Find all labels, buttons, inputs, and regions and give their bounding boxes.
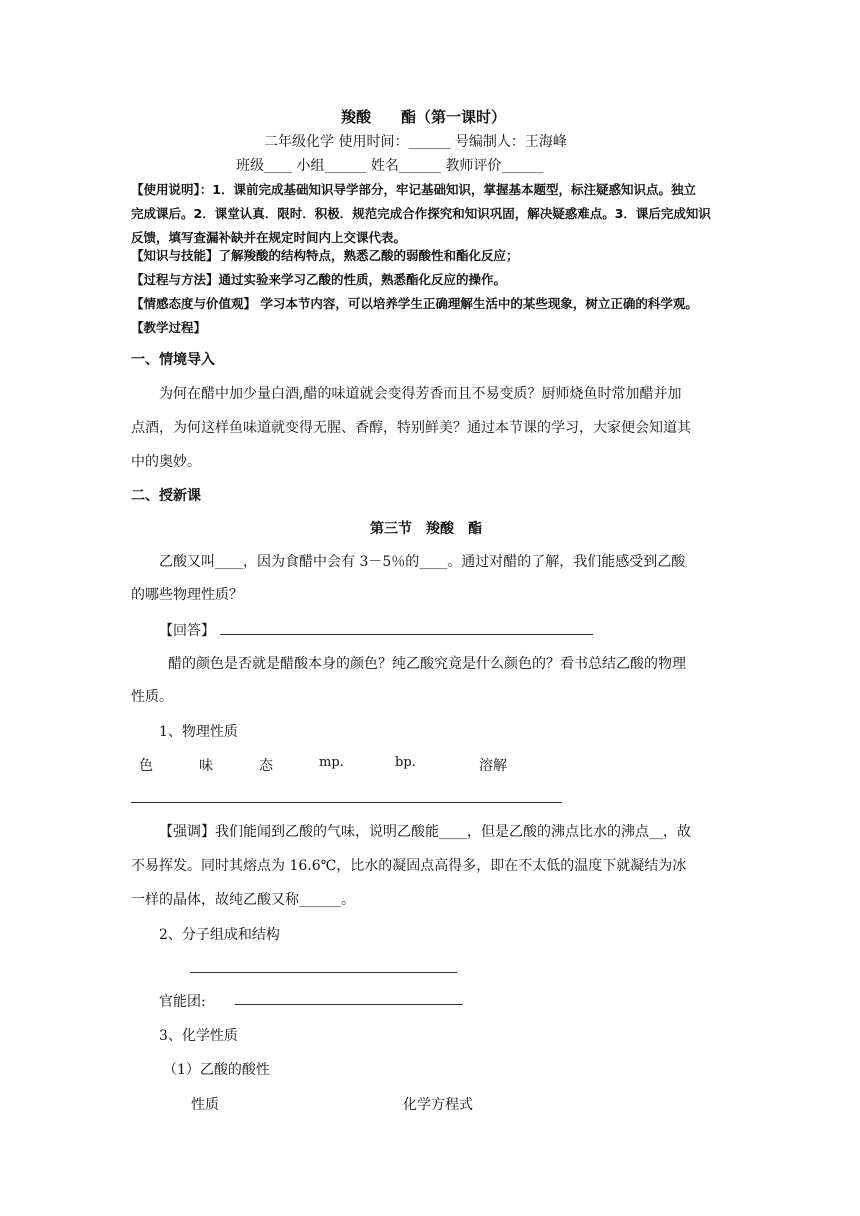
color-question-line2: 性质。 [131,689,173,705]
phys-col-color: 色 [139,758,153,774]
goal-process: 【过程与方法】通过实验来学习乙酸的性质，熟悉酯化反应的操作。 [131,272,507,287]
section1-heading: 一、情境导入 [131,352,215,368]
physical-properties-heading: 1、物理性质 [159,724,238,740]
section2-heading: 二、授新课 [131,488,201,504]
emphasis-line3: 一样的晶体，故纯乙酸又称______。 [131,892,355,908]
color-question-line1: 醋的颜色是否就是醋酸本身的颜色？纯乙酸究竟是什么颜色的？看书总结乙酸的物理 [168,656,686,672]
column-property: 性质 [191,1097,219,1113]
phys-col-solubility: 溶解 [479,758,507,774]
section1-para-line3: 中的奥妙。 [131,454,201,470]
structure-blank-line [190,972,457,973]
column-equation: 化学方程式 [403,1097,473,1113]
answer-label: 【回答】 [159,623,215,639]
answer-blank-line [220,634,593,635]
usage-line-3: 反馈，填写查漏补缺并在规定时间内上交课代表。 [131,230,407,245]
phys-col-mp: mp. [319,755,344,770]
functional-group-label: 官能团: [159,994,206,1010]
section2-subheading: 第三节 羧酸 酯 [370,521,482,537]
physical-properties-line [131,802,562,803]
chemical-properties-heading: 3、化学性质 [159,1028,238,1044]
phys-col-state: 态 [259,758,273,774]
goal-attitude: 【情感态度与价值观】 学习本节内容，可以培养学生正确理解生活中的某些现象，树立正确的科学观。 [131,296,698,311]
section1-para-line1: 为何在醋中加少量白酒,醋的味道就会变得芳香而且不易变质？厨师烧鱼时常加醋并加 [159,386,682,402]
structure-heading: 2、分子组成和结构 [159,927,280,943]
acidity-heading: （1）乙酸的酸性 [163,1062,270,1078]
section1-para-line2: 点酒，为何这样鱼味道就变得无腥、香醇，特别鲜美？通过本节课的学习，大家便会知道其 [131,420,691,436]
emphasis-line1: 【强调】我们能闻到乙酸的气味，说明乙酸能____，但是乙酸的沸点比水的沸点__，故 [159,824,691,840]
page-title: 羧酸 酯（第一课时） [341,108,507,126]
functional-group-blank-line [235,1004,463,1005]
phys-col-smell: 味 [199,758,213,774]
usage-line-1: 【使用说明】：1．课前完成基础知识导学部分，牢记基础知识，掌握基本题型，标注疑惑知识点。独立 [131,182,696,197]
goal-knowledge: 【知识与技能】了解羧酸的结构特点，熟悉乙酸的弱酸性和酯化反应； [131,248,519,263]
class-line: 班级____ 小组______ 姓名______ 教师评价______ [236,158,544,174]
usage-line-2: 完成课后。2．课堂认真．限时．积极．规范完成合作探究和知识巩固，解决疑惑难点。3．课后完成知识 [131,206,711,221]
acetic-acid-question-line1: 乙酸又叫____，因为食醋中会有 3－5％的____。通过对醋的了解，我们能感受到乙酸 [159,554,686,570]
emphasis-line2: 不易挥发。同时其熔点为 16.6℃，比水的凝固点高得多，即在不太低的温度下就凝结为冰 [131,858,687,874]
acetic-acid-question-line2: 的哪些物理性质？ [131,587,243,603]
teaching-process-label: 【教学过程】 [131,320,207,335]
phys-col-bp: bp. [395,755,416,770]
grade-line: 二年级化学 使用时间：______ 号编制人：王海峰 [264,134,567,150]
